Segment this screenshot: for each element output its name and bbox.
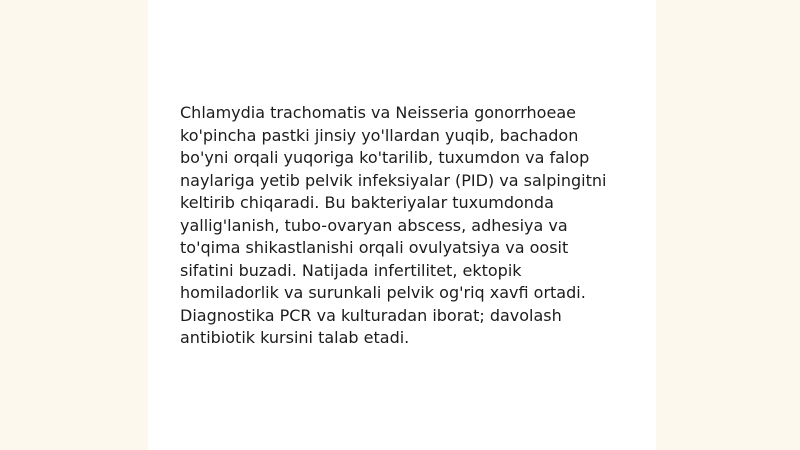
paragraph-line: homiladorlik va surunkali pelvik og'riq xavfi ortadi. xyxy=(180,283,586,302)
paragraph-line: bo'yni orqali yuqoriga ko'tarilib, tuxumdon va falop xyxy=(180,148,590,167)
paragraph-line: antibiotik kursini talab etadi. xyxy=(180,328,410,347)
paragraph-line: Chlamydia trachomatis va Neisseria gonorrhoeae xyxy=(180,103,576,122)
paragraph-line: naylariga yetib pelvik infeksiyalar (PID) va salpingitni xyxy=(180,170,607,190)
paragraph-line: sifatini buzadi. Natijada infertilitet, ektopik xyxy=(180,260,522,280)
document-page xyxy=(148,0,656,450)
body-paragraph xyxy=(180,102,632,350)
paragraph-line: to'qima shikastlanishi orqali ovulyatsiya va oosit xyxy=(180,238,569,257)
paragraph-line: Diagnostika PCR va kulturadan iborat; davolash xyxy=(180,305,562,325)
paragraph-line: keltirib chiqaradi. Bu bakteriyalar tuxumdonda xyxy=(180,193,554,212)
paragraph-line: yallig'lanish, tubo-ovaryan abscess, adhesiya va xyxy=(180,215,568,235)
paragraph-line: ko'pincha pastki jinsiy yo'llardan yuqib, bachadon xyxy=(180,125,579,145)
